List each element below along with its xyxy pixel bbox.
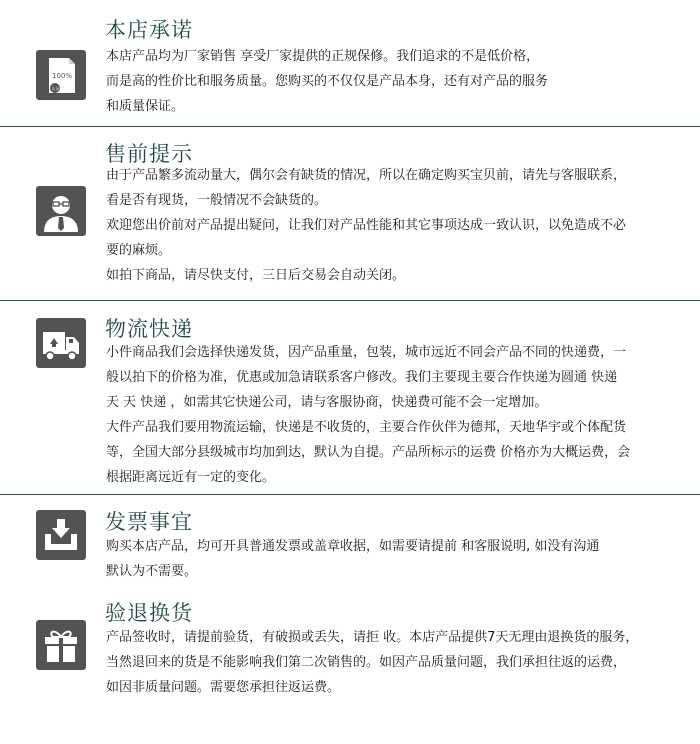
body-line: 看是否有现货，一般情况不会缺货的。 [106,193,328,208]
customer-service-icon [36,186,86,236]
body-line: 产品签收时，请提前验货，有破损或丢失，请拒 收。本店产品提供7天无理由退换货的服务， [106,630,639,645]
section-body [106,44,686,119]
section-divider [0,300,700,301]
body-line: 般以拍下的价格为准，优惠或加急请联系客户修改。我们主要现主要合作快递为圆通 快递 [106,370,618,385]
body-line: 如因非质量问题。需要您承担往返运费。 [106,680,341,695]
body-line: 要的麻烦。 [106,243,172,258]
svg-text:认证: 认证 [51,86,60,91]
section-body [106,534,686,584]
gift-box-icon [36,620,86,670]
section-body [106,625,686,700]
section-body [106,163,686,288]
section-title: 验退换货 [105,601,193,625]
delivery-truck-icon [36,318,86,368]
section-body [106,340,686,490]
body-line: 根据距离远近有一定的变化。 [106,470,276,485]
section-title: 本店承诺 [105,18,193,42]
section-title: 售前提示 [105,142,193,166]
section-title: 物流快递 [105,317,193,341]
invoice-inbox-icon [36,510,86,560]
body-line: 天 天 快递 ，如需其它快递公司，请与客服协商，快递费可能不会一定增加。 [106,395,548,410]
body-line: 和质量保证。 [106,99,185,114]
body-line: 欢迎您出价前对产品提出疑问，让我们对产品性能和其它事项达成一致认识，以免造成不必 [106,218,627,233]
body-line: 本店产品均为厂家销售 享受厂家提供的正规保修。我们追求的不是低价格， [106,49,540,64]
body-line: 等，全国大部分县级城市均加到达，默认为自提。产品所标示的运费 价格亦为大概运费，会 [106,445,631,460]
body-line: 而是高的性价比和服务质量。您购买的不仅仅是产品本身，还有对产品的服务 [106,74,549,89]
body-line: 大件产品我们要用物流运输，快递是不收货的，主要合作伙伴为德邦，天地华宇或个体配货 [106,420,627,435]
percent-document-icon [36,50,86,100]
body-line: 购买本店产品，均可开具普通发票或盖章收据，如需要请提前 和客服说明, 如没有沟通 [106,539,600,554]
body-line: 小件商品我们会选择快递发货，因产品重量，包装，城市远近不同会产品不同的快递费，一 [106,345,627,360]
section-divider [0,126,700,127]
section-title: 发票事宜 [105,510,193,534]
body-line: 当然退回来的货是不能影响我们第二次销售的。如因产品质量问题，我们承担往返的运费， [106,655,627,670]
svg-text:100%: 100% [52,72,73,80]
body-line: 由于产品繁多流动量大，偶尔会有缺货的情况，所以在确定购买宝贝前，请先与客服联系， [106,168,627,183]
section-divider [0,494,700,495]
body-line: 如拍下商品，请尽快支付，三日后交易会自动关闭。 [106,268,406,283]
body-line: 默认为不需要。 [106,564,198,579]
